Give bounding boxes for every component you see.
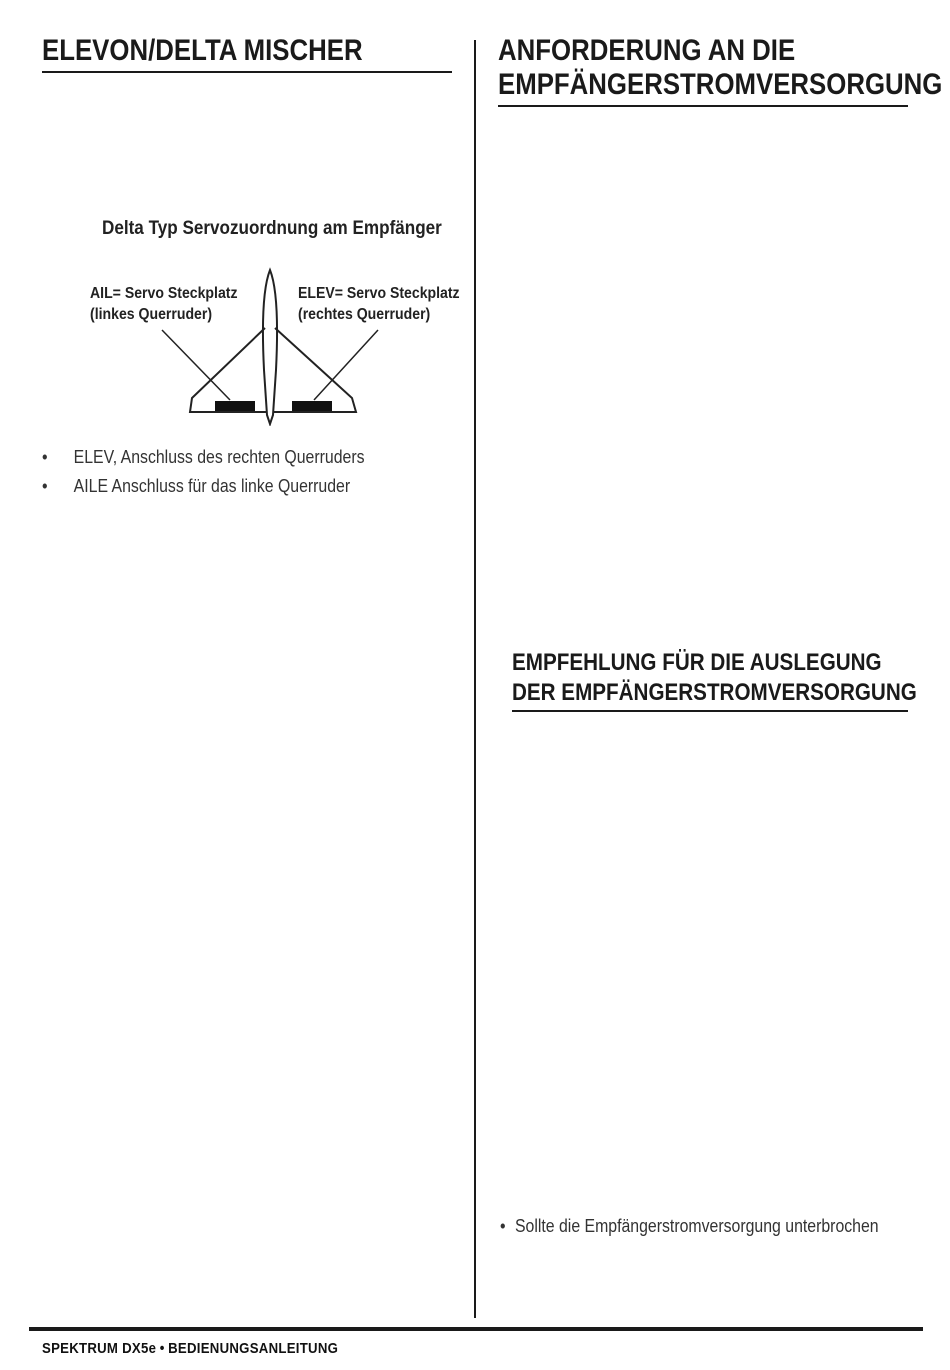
list-item: • AILE Anschluss für das linke Querruder — [42, 472, 365, 501]
elev-label: ELEV= Servo Steckplatz (rechtes Querruder) — [298, 285, 460, 323]
heading-underline-right — [498, 105, 908, 107]
footer-doc: BEDIENUNGSANLEITUNG — [168, 1340, 339, 1357]
section-heading-power-supply: ANFORDERUNG AN DIE EMPFÄNGERSTROMVERSORGUNG — [498, 34, 943, 101]
ail-label: AIL= Servo Steckplatz (linkes Querruder) — [90, 285, 238, 323]
section-heading-elevon-delta: ELEVON/DELTA MISCHER — [42, 34, 363, 67]
bullet-list-right — [500, 1212, 930, 1241]
bullet-list-left — [42, 443, 409, 501]
page-footer — [42, 1340, 338, 1357]
subheading-underline — [512, 710, 908, 712]
right-elevon — [292, 401, 332, 411]
footer-product: SPEKTRUM DX5e — [42, 1340, 157, 1357]
list-item: • ELEV, Anschluss des rechten Querruders — [42, 443, 365, 472]
figure-title: Delta Typ Servozuordnung am Empfänger — [102, 218, 442, 239]
column-divider — [474, 40, 476, 1318]
footer-rule — [29, 1327, 923, 1331]
bullet-glyph: • — [42, 476, 48, 496]
bullet-glyph: • — [42, 447, 48, 467]
bullet-glyph: • — [500, 1216, 506, 1236]
heading-underline-left — [42, 71, 452, 73]
footer-separator: • — [159, 1340, 165, 1357]
subheading-recommendation: EMPFEHLUNG FÜR DIE AUSLEGUNG DER EMPFÄNGERSTROMVERSORGUNG — [512, 649, 917, 706]
delta-servo-figure — [84, 210, 474, 426]
left-elevon — [215, 401, 255, 411]
list-item: • Sollte die Empfängerstromversorgung unterbrochen — [500, 1212, 879, 1241]
